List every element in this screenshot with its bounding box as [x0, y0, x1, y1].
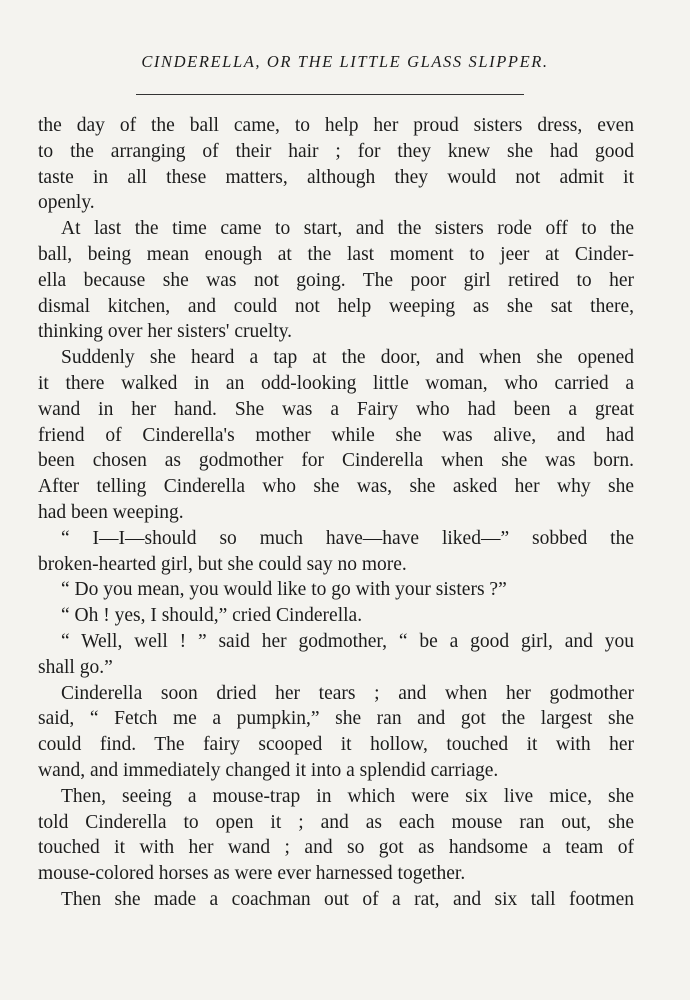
text-line: Then she made a coachman out of a rat, and six tall footmen [61, 888, 634, 910]
text-line: Cinderella soon dried her tears ; and when her godmother [61, 682, 634, 704]
text-line: “ Oh ! yes, I should,” cried Cinderella. [61, 605, 363, 627]
text-line: told Cinderella to open it ; and as each mouse ran out, she [38, 811, 634, 833]
text-line: Then, seeing a mouse-trap in which were six live mice, she [61, 785, 634, 807]
text-line: At last the time came to start, and the sisters rode off to the [61, 218, 634, 240]
text-line: wand in her hand. She was a Fairy who had been a great [38, 398, 634, 420]
text-line: the day of the ball came, to help her proud sisters dress, even [38, 115, 634, 136]
text-line: friend of Cinderella's mother while she was alive, and had [38, 424, 634, 446]
text-line: said, “ Fetch me a pumpkin,” she ran and got the largest she [38, 708, 634, 730]
text-line: it there walked in an odd-looking little woman, who carried a [38, 372, 634, 394]
text-line: After telling Cinderella who she was, she asked her why she [38, 476, 634, 498]
text-line: wand, and immediately changed it into a splendid carriage. [38, 759, 499, 781]
text-line: dismal kitchen, and could not help weeping as she sat there, [38, 295, 634, 317]
text-line: could find. The fairy scooped it hollow, touched it with her [38, 734, 634, 756]
text-line: to the arranging of their hair ; for they knew she had good [38, 140, 634, 162]
text-line: touched it with her wand ; and so got as handsome a team of [38, 837, 634, 859]
text-line: “ Do you mean, you would like to go with your sisters ?” [61, 579, 507, 601]
text-line: mouse-colored horses as were ever harnessed together. [38, 863, 466, 885]
text-line: broken-hearted girl, but she could say no more. [38, 553, 407, 575]
text-line: Suddenly she heard a tap at the door, and when she opened [61, 347, 634, 369]
text-line: taste in all these matters, although they would not admit it [38, 166, 634, 188]
text-line: been chosen as godmother for Cinderella when she was born. [38, 450, 634, 472]
body-text [38, 113, 634, 913]
text-line: had been weeping. [38, 501, 184, 523]
header-rule [136, 94, 524, 95]
text-line: ella because she was not going. The poor girl retired to her [38, 269, 634, 291]
text-line: shall go.” [38, 656, 113, 678]
text-line: “ Well, well ! ” said her godmother, “ be a good girl, and you [61, 630, 634, 652]
text-line: “ I—I—should so much have—have liked—” sobbed the [61, 527, 634, 549]
text-line: ball, being mean enough at the last moment to jeer at Cinder- [38, 243, 634, 265]
text-line: openly. [38, 192, 95, 214]
text-line: thinking over her sisters' cruelty. [38, 321, 293, 343]
running-head: CINDERELLA, OR THE LITTLE GLASS SLIPPER. [141, 52, 549, 71]
